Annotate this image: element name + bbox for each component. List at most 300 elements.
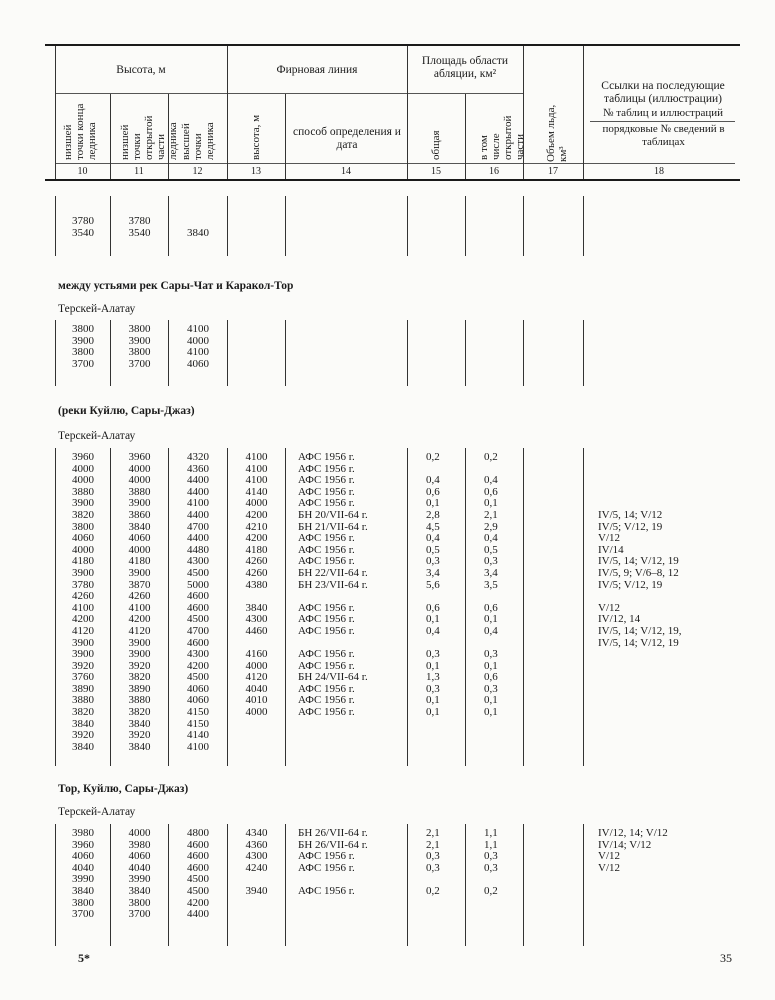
table-cell <box>598 695 735 707</box>
column-15 <box>407 320 465 386</box>
table-cell: 4240 <box>245 861 268 874</box>
table-cell: 4360 <box>245 838 268 851</box>
table-cell <box>524 672 583 684</box>
table-cell: 3990 <box>72 873 94 886</box>
table-cell: 3,5 <box>484 578 498 591</box>
table-cell: 4000 <box>128 462 151 475</box>
table-cell: 3840 <box>72 717 94 730</box>
table-cell <box>524 730 583 742</box>
table-cell <box>524 498 583 510</box>
table-cell <box>524 347 583 359</box>
column-14 <box>285 320 407 386</box>
table-cell: 3900 <box>128 636 151 649</box>
column-12 <box>168 824 227 946</box>
table-cell <box>426 742 465 754</box>
table-cell: 3820 <box>128 671 151 684</box>
table-cell <box>484 228 523 240</box>
table-cell: 4100 <box>245 462 268 475</box>
table-cell <box>524 336 583 348</box>
column-11 <box>110 448 168 766</box>
table-cell <box>598 216 735 228</box>
table-cell: 3800 <box>72 323 94 335</box>
column-14 <box>285 196 407 256</box>
table-cell: 4140 <box>245 485 268 498</box>
table-cell: 4340 <box>245 827 268 839</box>
table-cell: 4060 <box>187 357 209 370</box>
table-cell <box>228 347 285 359</box>
table-cell <box>298 216 407 228</box>
table-cell: 4200 <box>72 613 94 626</box>
col18-header-sub2: порядковые № сведений в таблицах <box>602 123 725 148</box>
table-cell: 0,3 <box>484 555 498 568</box>
table-cell <box>426 228 465 240</box>
table-cell: 4040 <box>72 861 94 874</box>
section-heading: (реки Куйлю, Сары-Джаз) <box>58 405 195 417</box>
table-cell: 0,2 <box>484 884 498 897</box>
table-cell <box>598 464 735 476</box>
table-cell: 0,3 <box>426 555 440 568</box>
table-cell: АФС 1956 г. <box>298 694 355 707</box>
table-cell: 4060 <box>72 532 94 545</box>
firn-line-group-header: Фирновая линия <box>276 64 358 76</box>
column-17 <box>523 196 583 256</box>
table-cell: АФС 1956 г. <box>298 532 355 545</box>
table-cell: 4600 <box>187 601 209 614</box>
table-cell: 0,1 <box>426 694 440 707</box>
table-cell <box>426 336 465 348</box>
table-cell <box>524 661 583 673</box>
table-cell: 3900 <box>72 566 94 579</box>
table-cell: 3780 <box>128 215 151 227</box>
table-cell: 3900 <box>128 566 151 579</box>
table-cell: 3800 <box>128 346 151 359</box>
table-cell: V/12 <box>598 601 620 614</box>
column-11 <box>110 196 168 256</box>
rule <box>590 121 735 122</box>
table-cell: 3780 <box>72 578 94 591</box>
table-cell <box>524 909 583 921</box>
table-cell <box>484 359 523 371</box>
table-cell: 3860 <box>128 508 151 521</box>
table-cell: 4500 <box>187 873 209 886</box>
table-cell: 4100 <box>245 474 268 487</box>
table-cell: АФС 1956 г. <box>298 624 355 637</box>
table-cell: IV/5, 14; V/12, 19, <box>598 624 682 637</box>
region-label: Терскей-Алатау <box>58 806 136 818</box>
table-cell: 3880 <box>128 485 151 498</box>
table-cell: 0,1 <box>484 613 498 626</box>
table-cell: 0,2 <box>484 451 498 463</box>
table-cell: АФС 1956 г. <box>298 543 355 556</box>
table-cell: 0,3 <box>426 682 440 695</box>
column-12 <box>168 196 227 256</box>
table-cell: 0,1 <box>484 694 498 707</box>
table-cell: 4400 <box>187 508 209 521</box>
table-cell: 3760 <box>72 671 94 684</box>
col15-header: общая <box>430 130 442 160</box>
column-12 <box>168 448 227 766</box>
table-cell <box>228 742 285 754</box>
table-cell: 0,6 <box>426 485 440 498</box>
table-cell: 3890 <box>72 682 94 695</box>
table-cell: 4,5 <box>426 520 440 533</box>
table-cell <box>228 216 285 228</box>
column-number-18: 18 <box>654 166 664 177</box>
table-cell: 4060 <box>187 682 209 695</box>
table-cell: 3800 <box>72 896 94 909</box>
table-cell: 0,1 <box>484 497 498 510</box>
table-cell <box>426 730 465 742</box>
table-cell: 4100 <box>187 346 209 359</box>
table-cell: 3900 <box>72 334 94 347</box>
table-cell <box>524 228 583 240</box>
table-cell <box>426 324 465 336</box>
table-cell <box>524 533 583 545</box>
table-cell <box>426 591 465 603</box>
column-10 <box>55 196 110 256</box>
table-cell <box>524 359 583 371</box>
table-section-3 <box>55 448 735 766</box>
table-cell: 0,1 <box>426 497 440 510</box>
table-cell <box>524 487 583 499</box>
column-18 <box>583 824 735 946</box>
column-15 <box>407 824 465 946</box>
table-cell: IV/12, 14 <box>598 613 641 626</box>
table-cell: 3900 <box>128 497 151 510</box>
table-cell: 0,4 <box>426 474 440 487</box>
table-cell <box>228 730 285 742</box>
column-number-rule <box>55 163 735 164</box>
table-cell: 0,3 <box>484 648 498 661</box>
table-cell: IV/5, 14; V/12, 19 <box>598 555 679 568</box>
col16-header: в том числе открытой части <box>478 115 526 160</box>
table-cell <box>228 591 285 603</box>
table-cell: V/12 <box>598 850 620 863</box>
table-cell: 3800 <box>128 323 151 335</box>
table-cell <box>426 719 465 731</box>
column-10 <box>55 448 110 766</box>
table-cell <box>524 603 583 615</box>
table-cell: 3700 <box>72 357 94 370</box>
table-cell <box>524 886 583 898</box>
table-cell: 4800 <box>187 827 209 839</box>
table-cell: 4380 <box>245 578 268 591</box>
column-number-10: 10 <box>77 166 88 177</box>
table-cell: 4500 <box>187 671 209 684</box>
table-cell <box>228 359 285 371</box>
ablation-group-header: Площадь области абляции, км² <box>421 55 509 80</box>
table-cell: 4120 <box>128 624 151 637</box>
table-cell <box>524 863 583 875</box>
table-cell: 4200 <box>187 896 209 909</box>
col18-header-sub1: № таблиц и иллюстраций <box>603 107 723 119</box>
table-cell <box>228 324 285 336</box>
table-cell <box>598 719 735 731</box>
table-cell: АФС 1956 г. <box>298 682 355 695</box>
table-cell: 3980 <box>72 827 94 839</box>
table-cell: 3960 <box>72 451 94 463</box>
rule <box>55 93 227 94</box>
col13-header: высота, м <box>250 114 262 160</box>
table-cell: 4000 <box>72 462 94 475</box>
table-cell: 4180 <box>128 555 151 568</box>
col12-header: высшей точки ледника <box>180 122 216 160</box>
table-cell: 3840 <box>128 520 151 533</box>
table-cell: 3840 <box>128 717 151 730</box>
table-cell <box>598 649 735 661</box>
table-cell <box>524 510 583 522</box>
table-cell: 4260 <box>128 590 151 603</box>
table-cell <box>298 719 407 731</box>
table-cell: 3920 <box>128 659 151 672</box>
table-cell: 4260 <box>245 566 268 579</box>
table-cell <box>524 324 583 336</box>
table-cell: 3800 <box>72 520 94 533</box>
column-15 <box>407 448 465 766</box>
table-cell <box>228 228 285 240</box>
table-cell: АФС 1956 г. <box>298 861 355 874</box>
table-cell: 3820 <box>128 706 151 719</box>
column-17 <box>523 824 583 946</box>
region-label: Терскей-Алатау <box>58 303 136 315</box>
table-cell <box>524 580 583 592</box>
table-cell: 3700 <box>128 908 151 921</box>
table-cell: 3840 <box>128 884 151 897</box>
table-cell: 3840 <box>245 601 268 614</box>
table-cell: 0,4 <box>426 532 440 545</box>
table-cell <box>298 730 407 742</box>
table-cell <box>524 591 583 603</box>
table-cell: IV/14; V/12 <box>598 838 652 851</box>
table-cell <box>524 568 583 580</box>
table-cell: 4300 <box>245 613 268 626</box>
column-16 <box>465 196 523 256</box>
table-cell: V/12 <box>598 532 620 545</box>
table-cell <box>426 347 465 359</box>
table-cell: 4600 <box>187 636 209 649</box>
column-17 <box>523 448 583 766</box>
table-cell: 2,8 <box>426 508 440 521</box>
table-cell: 4500 <box>187 884 209 897</box>
table-cell <box>426 909 465 921</box>
table-cell: V/12 <box>598 861 620 874</box>
table-cell <box>484 719 523 731</box>
table-cell: 4300 <box>187 555 209 568</box>
table-cell <box>484 742 523 754</box>
table-cell: АФС 1956 г. <box>298 485 355 498</box>
table-cell: 4000 <box>245 497 268 510</box>
table-cell <box>524 649 583 661</box>
col18-header-title: Ссылки на последующие таблицы (иллюстрации) <box>601 80 725 105</box>
table-cell: IV/5, 14; V/12, 19 <box>598 636 679 649</box>
table-cell: 3920 <box>72 729 94 742</box>
table-cell: 4000 <box>245 706 268 719</box>
column-13 <box>227 320 285 386</box>
table-cell <box>598 898 735 910</box>
table-cell: 3960 <box>128 451 151 463</box>
column-10 <box>55 824 110 946</box>
header-top-rule <box>45 44 740 46</box>
column-11 <box>110 824 168 946</box>
table-cell: 0,3 <box>426 861 440 874</box>
table-cell: 4120 <box>245 671 268 684</box>
table-cell: 3700 <box>128 357 151 370</box>
height-group-header: Высота, м <box>116 64 166 76</box>
table-cell: 3820 <box>72 508 94 521</box>
table-cell <box>298 324 407 336</box>
table-cell <box>298 742 407 754</box>
table-cell: 3900 <box>72 648 94 661</box>
table-cell: АФС 1956 г. <box>298 613 355 626</box>
table-cell: 3900 <box>72 497 94 510</box>
table-cell: 3780 <box>72 215 94 227</box>
table-cell <box>524 695 583 707</box>
table-cell <box>598 336 735 348</box>
table-cell: АФС 1956 г. <box>298 601 355 614</box>
table-cell <box>524 522 583 534</box>
table-cell <box>598 591 735 603</box>
table-cell <box>598 730 735 742</box>
table-cell <box>598 475 735 487</box>
table-cell: 0,4 <box>484 532 498 545</box>
table-cell: 3,4 <box>484 566 498 579</box>
table-cell: 0,3 <box>426 648 440 661</box>
table-cell: 4100 <box>72 601 94 614</box>
table-cell: IV/12, 14; V/12 <box>598 827 668 839</box>
table-cell <box>524 452 583 464</box>
table-cell: БН 22/VII-64 г. <box>298 566 368 579</box>
table-cell: 4200 <box>128 613 151 626</box>
table-cell: 4260 <box>72 590 94 603</box>
table-cell: 4600 <box>187 861 209 874</box>
table-cell <box>298 591 407 603</box>
table-cell: IV/5; V/12, 19 <box>598 520 663 533</box>
table-cell: 2,1 <box>484 508 498 521</box>
table-cell <box>524 719 583 731</box>
table-cell: 4500 <box>187 613 209 626</box>
column-11 <box>110 320 168 386</box>
table-cell <box>524 626 583 638</box>
col11-header: низшей точки открытой части ледника <box>119 115 179 160</box>
table-cell: 4210 <box>245 520 268 533</box>
table-cell: 4120 <box>72 624 94 637</box>
table-cell <box>228 898 285 910</box>
table-cell <box>598 661 735 673</box>
table-cell <box>298 359 407 371</box>
table-cell <box>524 464 583 476</box>
table-cell: 4000 <box>128 827 151 839</box>
table-cell: 4060 <box>128 532 151 545</box>
table-cell: 4100 <box>187 497 209 510</box>
table-cell <box>524 742 583 754</box>
table-cell: 0,6 <box>484 671 498 684</box>
table-cell: 0,1 <box>426 659 440 672</box>
table-cell <box>484 730 523 742</box>
table-cell: АФС 1956 г. <box>298 497 355 510</box>
table-cell: 3980 <box>128 838 151 851</box>
table-cell: 0,3 <box>426 850 440 863</box>
table-cell: 4100 <box>187 740 209 753</box>
table-cell: 1,3 <box>426 671 440 684</box>
table-cell <box>598 487 735 499</box>
table-cell: 4100 <box>128 601 151 614</box>
table-cell: IV/5, 9; V/6–8, 12 <box>598 566 679 579</box>
table-cell: 0,6 <box>484 601 498 614</box>
column-number-11: 11 <box>134 166 144 177</box>
table-cell: АФС 1956 г. <box>298 462 355 475</box>
table-cell <box>524 840 583 852</box>
table-cell: 3840 <box>128 740 151 753</box>
table-cell: 0,1 <box>426 706 440 719</box>
table-cell: 0,1 <box>426 613 440 626</box>
table-cell <box>598 359 735 371</box>
table-cell: 4400 <box>187 485 209 498</box>
table-cell: 4600 <box>187 850 209 863</box>
column-18 <box>583 448 735 766</box>
table-cell <box>524 874 583 886</box>
table-cell: 4060 <box>187 694 209 707</box>
column-16 <box>465 448 523 766</box>
column-16 <box>465 824 523 946</box>
table-cell: 3840 <box>72 740 94 753</box>
table-cell <box>524 614 583 626</box>
table-cell <box>298 909 407 921</box>
table-cell <box>298 336 407 348</box>
table-cell: 3900 <box>72 636 94 649</box>
table-cell: IV/5, 14; V/12 <box>598 508 663 521</box>
divider <box>407 46 408 179</box>
table-cell <box>598 672 735 684</box>
table-cell <box>426 359 465 371</box>
table-cell: 0,2 <box>426 451 440 463</box>
column-12 <box>168 320 227 386</box>
table-cell <box>298 228 407 240</box>
column-13 <box>227 196 285 256</box>
table-cell: 3840 <box>72 884 94 897</box>
table-cell: 3880 <box>128 694 151 707</box>
region-label: Терскей-Алатау <box>58 430 136 442</box>
table-cell: 4360 <box>187 462 209 475</box>
table-cell: 0,1 <box>484 659 498 672</box>
table-cell <box>484 909 523 921</box>
table-cell <box>598 707 735 719</box>
table-cell: IV/14 <box>598 543 624 556</box>
column-10 <box>55 320 110 386</box>
column-14 <box>285 824 407 946</box>
table-cell <box>484 347 523 359</box>
table-cell <box>228 336 285 348</box>
table-cell: 2,1 <box>426 838 440 851</box>
table-cell: 2,9 <box>484 520 498 533</box>
table-cell: 4010 <box>245 694 268 707</box>
table-cell <box>524 475 583 487</box>
table-cell: 4200 <box>245 508 268 521</box>
table-cell: 3840 <box>187 226 209 239</box>
table-cell: 3880 <box>72 694 94 707</box>
col14-header: способ определения и дата <box>293 126 401 151</box>
table-cell: 4200 <box>187 659 209 672</box>
table-cell <box>484 336 523 348</box>
table-cell: 4000 <box>128 543 151 556</box>
table-cell: 0,6 <box>426 601 440 614</box>
table-cell: 4400 <box>187 908 209 921</box>
table-cell: 4150 <box>187 706 209 719</box>
table-cell: 3900 <box>128 648 151 661</box>
table-cell: 0,3 <box>484 861 498 874</box>
column-18 <box>583 320 735 386</box>
table-cell: 4500 <box>187 566 209 579</box>
table-cell: 4200 <box>245 532 268 545</box>
